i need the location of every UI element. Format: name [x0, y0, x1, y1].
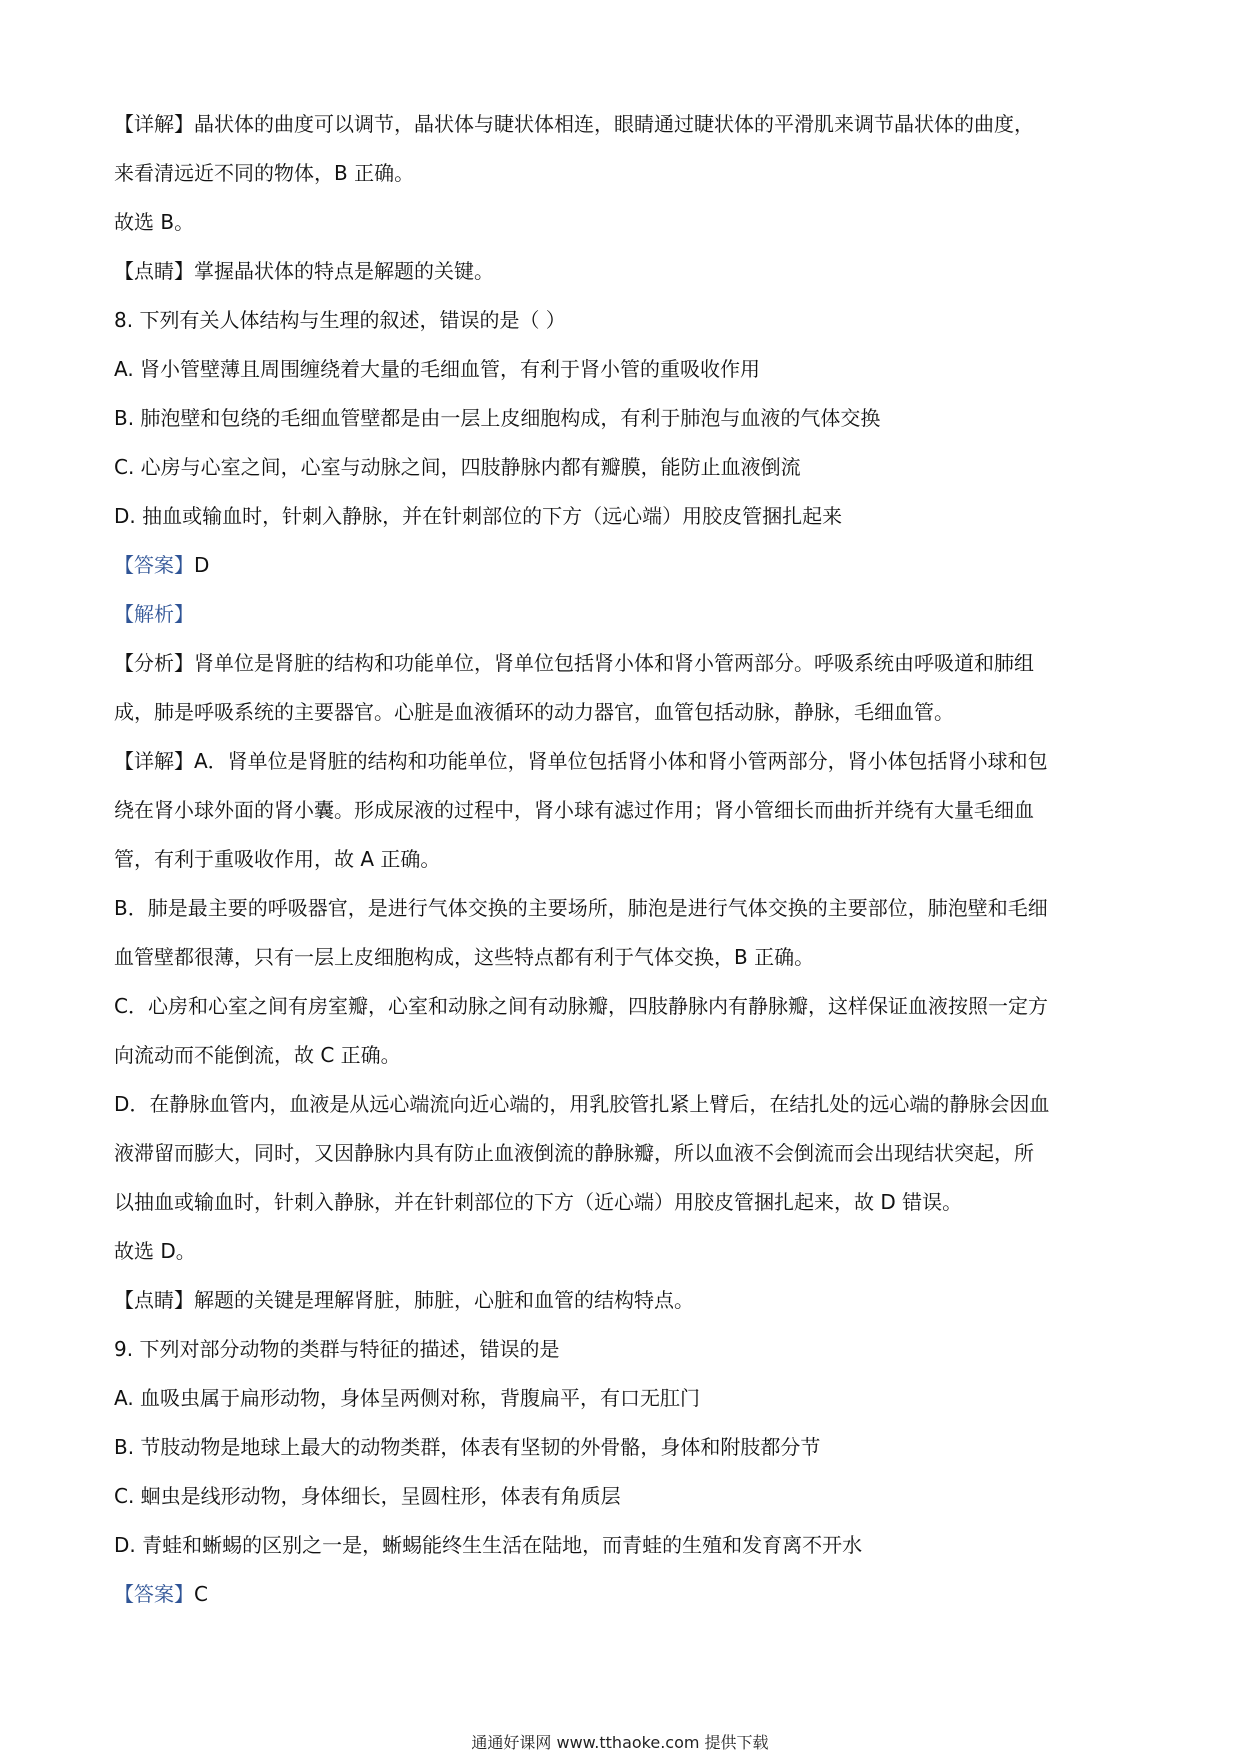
line-text: 血管壁都很薄，只有一层上皮细胞构成，这些特点都有利于气体交换，B 正确。 [114, 945, 815, 969]
line-text: 故选 D。 [114, 1239, 196, 1263]
line-text: 解题的关键是理解肾脏，肺脏，心脏和血管的结构特点。 [194, 1288, 694, 1312]
line-text: 肾单位是肾脏的结构和功能单位，肾单位包括肾小体和肾小管两部分。呼吸系统由呼吸道和肺组 [194, 651, 1034, 675]
section-tag: 【解析】 [114, 602, 194, 626]
text-line [114, 1570, 1138, 1619]
line-text: 晶状体的曲度可以调节，晶状体与睫状体相连，眼睛通过睫状体的平滑肌来调节晶状体的曲度， [194, 112, 1034, 136]
text-line [114, 1423, 1138, 1472]
line-text: 故选 B。 [114, 210, 195, 234]
line-text: C. 心房与心室之间，心室与动脉之间，四肢静脉内都有瓣膜，能防止血液倒流 [114, 455, 801, 479]
text-line [114, 100, 1138, 149]
line-text: A. 肾小管壁薄且周围缠绕着大量的毛细血管，有利于肾小管的重吸收作用 [114, 357, 761, 381]
text-line [114, 1325, 1138, 1374]
line-text: 9. 下列对部分动物的类群与特征的描述，错误的是 [114, 1337, 560, 1361]
text-line [114, 1080, 1138, 1129]
text-line [114, 884, 1138, 933]
section-tag: 【详解】 [114, 749, 194, 773]
line-text: 向流动而不能倒流，故 C 正确。 [114, 1043, 401, 1067]
text-line [114, 541, 1138, 590]
line-text: D. 抽血或输血时，针刺入静脉，并在针刺部位的下方（远心端）用胶皮管捆扎起来 [114, 504, 843, 528]
text-line [114, 296, 1138, 345]
line-text: 掌握晶状体的特点是解题的关键。 [194, 259, 494, 283]
section-tag: 【详解】 [114, 112, 194, 136]
section-tag: 【分析】 [114, 651, 194, 675]
line-text: D [194, 553, 210, 577]
text-line [114, 1472, 1138, 1521]
text-line [114, 1178, 1138, 1227]
text-line [114, 1276, 1138, 1325]
line-text: A. 血吸虫属于扁形动物，身体呈两侧对称，背腹扁平，有口无肛门 [114, 1386, 701, 1410]
line-text: C [194, 1582, 208, 1606]
line-text: C．心房和心室之间有房室瓣，心室和动脉之间有动脉瓣，四肢静脉内有静脉瓣，这样保证血液按照一定方 [114, 994, 1048, 1018]
page-footer: 通通好课网 www.tthaoke.com 提供下载 [471, 1733, 769, 1752]
text-line [114, 982, 1138, 1031]
line-text: 来看清远近不同的物体，B 正确。 [114, 161, 415, 185]
line-text: 8. 下列有关人体结构与生理的叙述，错误的是（ ） [114, 308, 566, 332]
text-line [114, 1031, 1138, 1080]
line-text: D. 青蛙和蜥蜴的区别之一是，蜥蜴能终生生活在陆地，而青蛙的生殖和发育离不开水 [114, 1533, 863, 1557]
section-tag: 【点睛】 [114, 1288, 194, 1312]
text-line [114, 933, 1138, 982]
line-text: 成，肺是呼吸系统的主要器官。心脏是血液循环的动力器官，血管包括动脉，静脉，毛细血管。 [114, 700, 954, 724]
line-text: 液滞留而膨大，同时，又因静脉内具有防止血液倒流的静脉瓣，所以血液不会倒流而会出现结状突起，所 [114, 1141, 1034, 1165]
section-tag: 【答案】 [114, 1582, 194, 1606]
line-text: B．肺是最主要的呼吸器官，是进行气体交换的主要场所，肺泡是进行气体交换的主要部位，肺泡壁和毛细 [114, 896, 1048, 920]
text-line [114, 149, 1138, 198]
text-line [114, 1227, 1138, 1276]
text-line [114, 247, 1138, 296]
line-text: A．肾单位是肾脏的结构和功能单位，肾单位包括肾小体和肾小管两部分，肾小体包括肾小球和包 [194, 749, 1048, 773]
text-line [114, 737, 1138, 786]
line-text: 绕在肾小球外面的肾小囊。形成尿液的过程中，肾小球有滤过作用；肾小管细长而曲折并绕有大量毛细血 [114, 798, 1034, 822]
line-text: B. 节肢动物是地球上最大的动物类群，体表有坚韧的外骨骼，身体和附肢都分节 [114, 1435, 821, 1459]
text-line [114, 198, 1138, 247]
text-line [114, 835, 1138, 884]
line-text: D．在静脉血管内，血液是从远心端流向近心端的，用乳胶管扎紧上臂后，在结扎处的远心端的静脉会因血 [114, 1092, 1050, 1116]
line-text: 以抽血或输血时，针刺入静脉，并在针刺部位的下方（近心端）用胶皮管捆扎起来，故 D 错误。 [114, 1190, 963, 1214]
section-tag: 【点睛】 [114, 259, 194, 283]
line-text: 管，有利于重吸收作用，故 A 正确。 [114, 847, 441, 871]
text-line [114, 688, 1138, 737]
line-text: B. 肺泡壁和包绕的毛细血管壁都是由一层上皮细胞构成，有利于肺泡与血液的气体交换 [114, 406, 881, 430]
text-line [114, 1374, 1138, 1423]
text-line [114, 1129, 1138, 1178]
text-line [114, 639, 1138, 688]
text-line [114, 786, 1138, 835]
text-line [114, 394, 1138, 443]
line-text: C. 蛔虫是线形动物，身体细长，呈圆柱形，体表有角质层 [114, 1484, 621, 1508]
document-body [114, 100, 1138, 1619]
text-line [114, 590, 1138, 639]
text-line [114, 1521, 1138, 1570]
section-tag: 【答案】 [114, 553, 194, 577]
text-line [114, 492, 1138, 541]
text-line [114, 345, 1138, 394]
text-line [114, 443, 1138, 492]
